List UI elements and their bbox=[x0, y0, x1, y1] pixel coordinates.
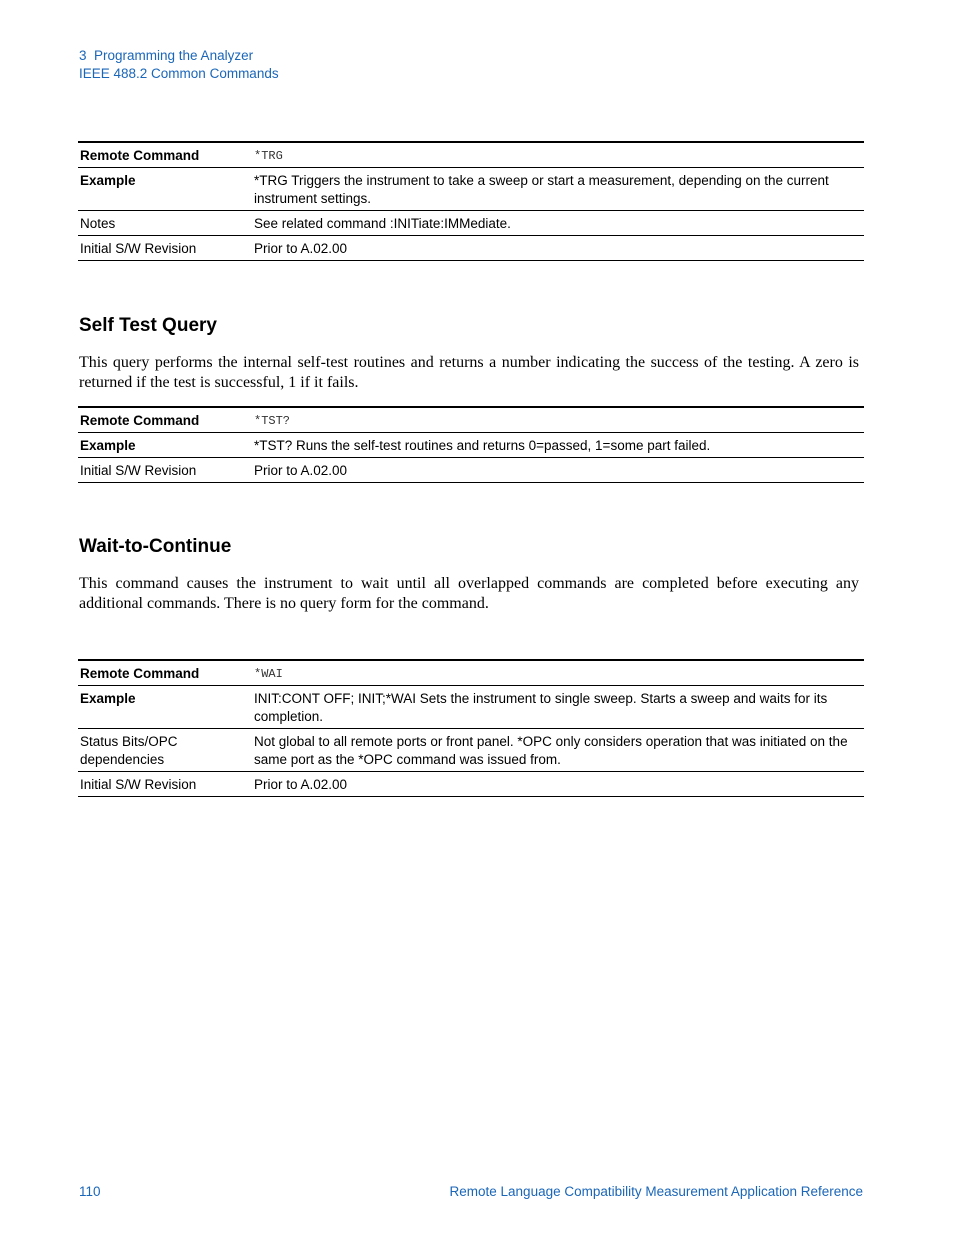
row-key: Example bbox=[78, 168, 252, 211]
table-row bbox=[78, 236, 864, 261]
row-value: *TST? Runs the self-test routines and returns 0=passed, 1=some part failed. bbox=[252, 433, 864, 458]
trg-command-table bbox=[78, 141, 864, 261]
table-row bbox=[78, 407, 864, 433]
row-value: *TRG Triggers the instrument to take a sweep or start a measurement, depending on the current instrument settings. bbox=[252, 168, 864, 211]
row-key: Status Bits/OPC dependencies bbox=[78, 729, 252, 772]
row-key: Example bbox=[78, 433, 252, 458]
chapter-title: 3 Programming the Analyzer bbox=[79, 48, 254, 63]
row-value: Not global to all remote ports or front panel. *OPC only considers operation that was initiated on the same port as the *OPC command was issued from. bbox=[252, 729, 864, 772]
row-value: *TST? bbox=[252, 407, 864, 433]
table-row bbox=[78, 211, 864, 236]
table-row bbox=[78, 729, 864, 772]
document-title: Remote Language Compatibility Measurement Application Reference bbox=[449, 1184, 863, 1199]
row-value: See related command :INITiate:IMMediate. bbox=[252, 211, 864, 236]
row-key: Initial S/W Revision bbox=[78, 236, 252, 261]
wai-command-table bbox=[78, 659, 864, 797]
page-number: 110 bbox=[79, 1184, 101, 1199]
row-key: Initial S/W Revision bbox=[78, 458, 252, 483]
tst-command-table bbox=[78, 406, 864, 483]
row-value: *WAI bbox=[252, 660, 864, 686]
self-test-description: This query performs the internal self-test routines and returns a number indicating the success of the testing. A zero is returned if the test is successful, 1 if it fails. bbox=[79, 354, 859, 391]
row-key: Example bbox=[78, 686, 252, 729]
row-value: INIT:CONT OFF; INIT;*WAI Sets the instrument to single sweep. Starts a sweep and waits for its completion. bbox=[252, 686, 864, 729]
row-value: *TRG bbox=[252, 142, 864, 168]
row-key: Remote Command bbox=[78, 142, 252, 168]
table-row bbox=[78, 168, 864, 211]
row-key: Remote Command bbox=[78, 407, 252, 433]
row-value: Prior to A.02.00 bbox=[252, 772, 864, 797]
table-row bbox=[78, 772, 864, 797]
table-row bbox=[78, 142, 864, 168]
section-title: IEEE 488.2 Common Commands bbox=[79, 66, 279, 81]
running-header bbox=[79, 47, 279, 83]
table-row bbox=[78, 433, 864, 458]
table-row bbox=[78, 660, 864, 686]
row-key: Initial S/W Revision bbox=[78, 772, 252, 797]
wait-description: This command causes the instrument to wait until all overlapped commands are completed before executing any additional commands. There is no query form for the command. bbox=[79, 575, 859, 612]
table-row bbox=[78, 458, 864, 483]
row-value: Prior to A.02.00 bbox=[252, 458, 864, 483]
row-key: Notes bbox=[78, 211, 252, 236]
row-key: Remote Command bbox=[78, 660, 252, 686]
row-value: Prior to A.02.00 bbox=[252, 236, 864, 261]
table-row bbox=[78, 686, 864, 729]
self-test-heading: Self Test Query bbox=[79, 315, 217, 336]
wait-heading: Wait-to-Continue bbox=[79, 536, 232, 557]
